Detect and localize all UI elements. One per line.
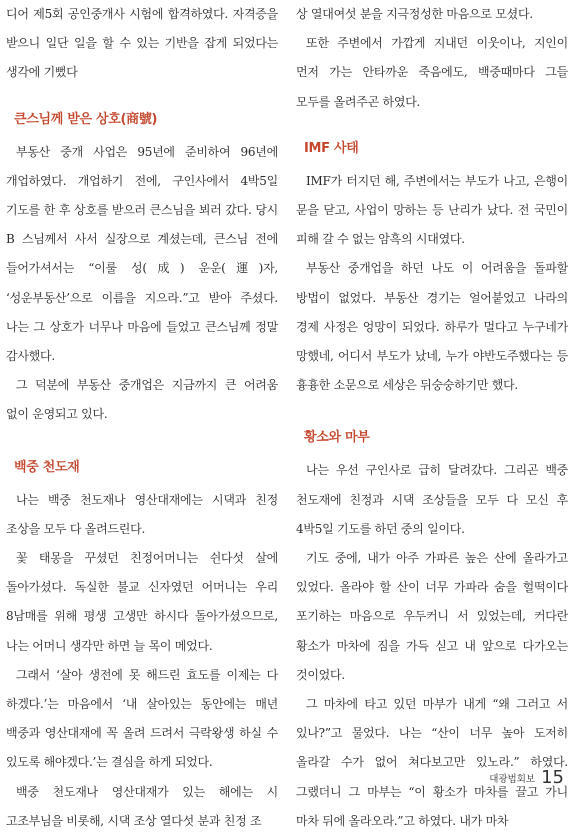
body-paragraph: 그 덕분에 부동산 중개업은 지금까지 큰 어려움 없이 운영되고 있다.: [6, 378, 278, 422]
page-number: 15: [541, 767, 564, 788]
section-heading: 큰스님께 받은 상호(商號): [14, 111, 158, 127]
section-heading: 백중 천도재: [14, 459, 80, 475]
section-heading: 황소와 마부: [304, 430, 370, 446]
body-paragraph: 백중 천도재나 영산대재가 있는 해에는 시 고조부님을 비롯해, 시댁 조상 열다섯 분과 친정 조: [6, 784, 278, 828]
section-heading: IMF 사태: [304, 140, 359, 156]
body-paragraph: 디어 제5회 공인중개사 시험에 합격하였다. 자격증을 받으니 일단 일을 할 수 있는 기반을 잡게 되었다는 생각에 기뻤다: [6, 7, 278, 80]
body-paragraph: 또한 주변에서 가깝게 지내던 이웃이나, 지인이 먼저 가는 안타까운 죽음에도, 백중때마다 그들 모두를 올려주곤 하였다.: [296, 36, 568, 109]
body-paragraph: 그 마차에 타고 있던 마부가 내게 “왜 그러고 서 있나?”고 물었다. 나는 “산이 너무 높아 도저히 올라갈 수가 없어 쳐다보고만 있노라.” 하였다. 그랬더니 그 마부는 “이 황소가 마차를 끌고 가니 마차 뒤에 올라오라.”고 하였다. 내가 마차: [296, 697, 568, 828]
body-paragraph: 부동산 중개업을 하던 나도 이 어려움을 돌파할 방법이 없었다. 부동산 경기는 얼어붙었고 나라의 경제 사정은 엉망이 되었다. 하루가 멀다고 누구네가 망했네, 어디서 부도가 났네, 누가 야반도주했다는 등 흉흉한 소문으로 세상은 뒤숭숭하기만 했다.: [296, 261, 568, 393]
body-paragraph: 그래서 ‘살아 생전에 못 해드린 효도를 이제는 다 하겠다.’는 마음에서 ‘내 살아있는 동안에는 매년 백중과 영산대재에 꼭 올려 드려서 극락왕생 하실 수 있도록 해야겠다.’는 결심을 하게 되었다.: [6, 667, 278, 770]
body-paragraph: 나는 백중 천도재나 영산대재에는 시댁과 친정 조상을 모두 다 올려드린다.: [6, 492, 278, 536]
body-paragraph: IMF가 터지던 해, 주변에서는 부도가 나고, 은행이 문을 닫고, 사업이 망하는 등 난리가 났다. 전 국민이 피해 갈 수 없는 암흑의 시대였다.: [296, 173, 568, 247]
body-paragraph: 나는 우선 구인사로 급히 달려갔다. 그리곤 백중 천도재에 친정과 시댁 조상들을 모두 다 모신 후 4박5일 기도를 하던 중의 일이다.: [296, 463, 568, 536]
right-column: [296, 0, 568, 836]
body-paragraph: 꽃 태몽을 꾸셨던 친정어머니는 쉰다섯 살에 돌아가셨다. 독실한 불교 신자였던 어머니는 우리 8남매를 위해 평생 고생만 하시다 돌아가셨으므로, 나는 어머니 생각만 하면 늘 목이 메었다.: [6, 551, 278, 653]
publication-name: 대광법회보: [489, 774, 536, 785]
body-paragraph: 상 열대여섯 분을 지극정성한 마음으로 모셨다.: [296, 7, 533, 21]
left-column: [6, 0, 278, 836]
body-paragraph: 부동산 중개 사업은 95년에 준비하여 96년에 개업하였다. 개업하기 전에, 구인사에서 4박5일 기도를 한 후 상호를 받으러 큰스님을 뵈러 갔다. 당시 B 스님께서 사서 실장으로 계셨는데, 큰스님 전에 들어가셔서는 “이룰 성(成) 운운(運)자, ‘성운부동산’으로 이름을 지으라.”고 받아 주셨다. 나는 그 상호가 너무나 마음에 들었고 큰스님께 정말 감사했다.: [6, 144, 278, 364]
page-footer: [489, 762, 564, 788]
body-paragraph: 기도 중에, 내가 아주 가파른 높은 산에 올라가고 있었다. 올라야 할 산이 너무 가파라 숨을 헐떡이다 포기하는 마음으로 우두커니 서 있었는데, 커다란 황소가 마차에 짐을 가득 싣고 내 앞으로 다가오는 것이었다.: [296, 551, 568, 682]
